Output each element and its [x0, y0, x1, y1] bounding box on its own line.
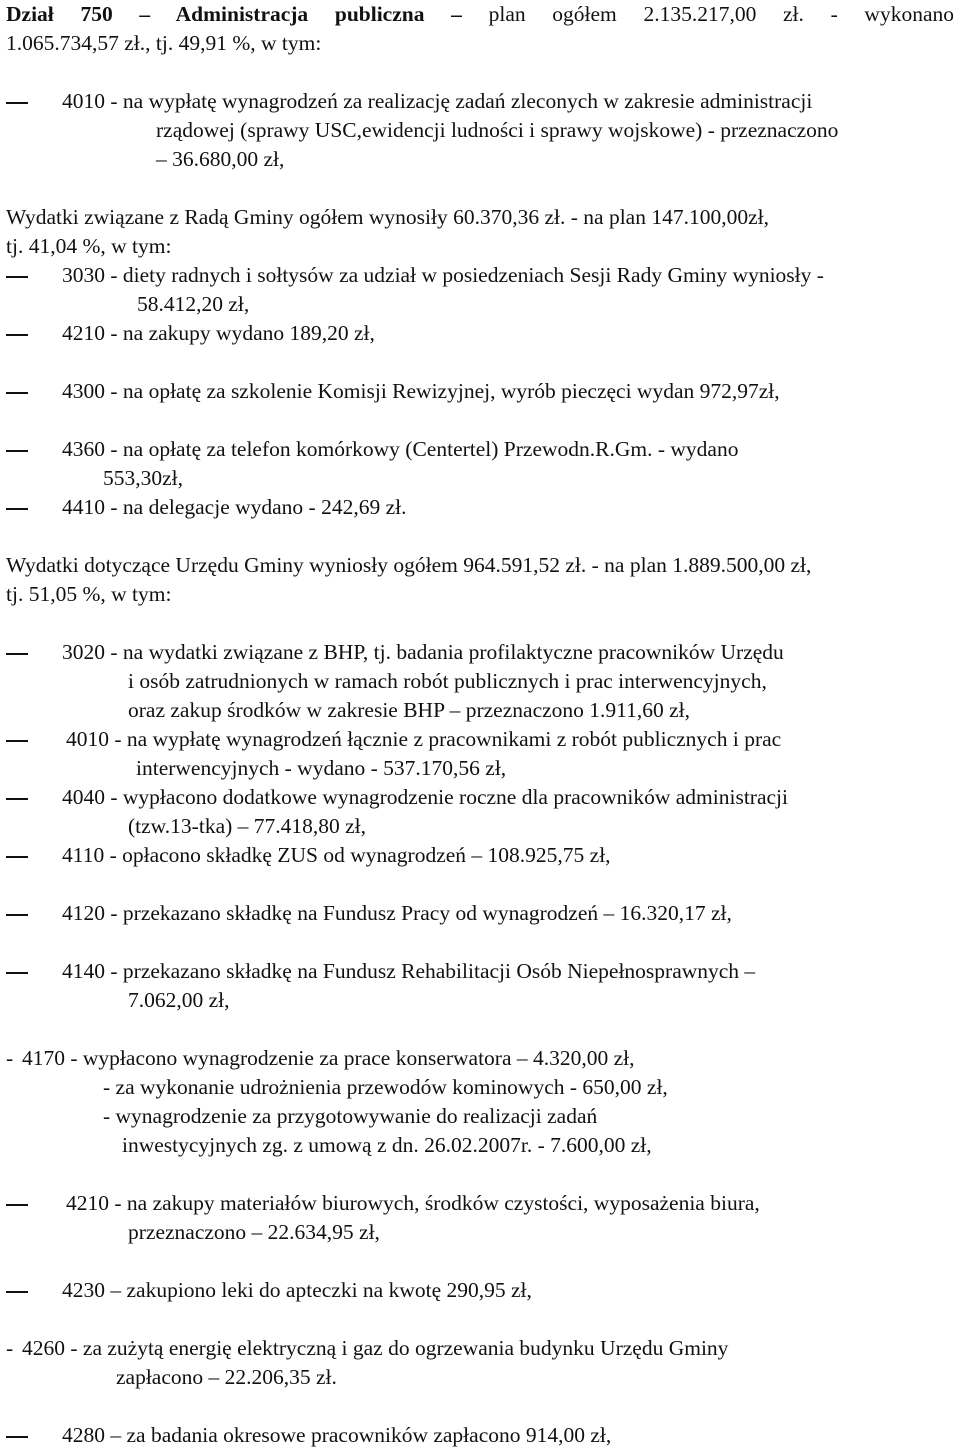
rada-item-3030-line2: 58.412,20 zł,	[137, 292, 250, 316]
urzad-item-dash	[6, 1189, 28, 1218]
urzad-item-4040-line1: 4040 - wypłacono dodatkowe wynagrodzenie roczne dla pracowników administracji	[62, 785, 788, 809]
urzad-item-4010-line1: 4010 - na wypłatę wynagrodzeń łącznie z pracownikami z robót publicznych i prac	[66, 727, 782, 751]
urzad-item-4010-line2: interwencyjnych - wydano - 537.170,56 zł,	[136, 756, 507, 780]
rada-item-4360-line2: 553,30zł,	[103, 466, 184, 490]
usc-line3: – 36.680,00 zł,	[156, 147, 285, 171]
usc-line2: rządowej (sprawy USC,ewidencji ludności i sprawy wojskowe) - przeznaczono	[156, 118, 839, 142]
urzad-item-dash	[6, 725, 28, 754]
urzad-item-dash	[6, 638, 28, 667]
urzad-summary-line2: tj. 51,05 %, w tym:	[6, 582, 172, 606]
urzad-item-4140-line1: 4140 - przekazano składkę na Fundusz Rehabilitacji Osób Niepełnosprawnych –	[62, 959, 756, 983]
rada-item-dash	[6, 493, 28, 522]
urzad-summary-line1: Wydatki dotyczące Urzędu Gminy wyniosły ogółem 964.591,52 zł. - na plan 1.889.500,00 zł,	[6, 553, 812, 577]
section-heading	[6, 0, 954, 29]
urzad-item-dash	[6, 899, 28, 928]
urzad-item-4280: 4280 – za badania okresowe pracowników zapłacono 914,00 zł,	[62, 1423, 612, 1447]
urzad-item-dash	[6, 783, 28, 812]
urzad-item-4260-line1: 4260 - za zużytą energię elektryczną i gaz do ogrzewania budynku Urzędu Gminy	[22, 1336, 729, 1360]
urzad-item-4170-line2: - za wykonanie udrożnienia przewodów kominowych - 650,00 zł,	[103, 1075, 668, 1099]
urzad-item-4210-line1: 4210 - na zakupy materiałów biurowych, środków czystości, wyposażenia biura,	[66, 1191, 760, 1215]
heading-line2: 1.065.734,57 zł., tj. 49,91 %, w tym:	[6, 31, 322, 55]
urzad-item-4170-line3: - wynagrodzenie za przygotowywanie do realizacji zadań	[103, 1104, 598, 1128]
urzad-item-3020-line1: 3020 - na wydatki związane z BHP, tj. badania profilaktyczne pracowników Urzędu	[62, 640, 784, 664]
urzad-item-4040-line2: (tzw.13-tka) – 77.418,80 zł,	[128, 814, 367, 838]
urzad-item-dash	[6, 957, 28, 986]
heading-plan: plan ogółem 2.135.217,00 zł. - wykonano	[488, 2, 954, 26]
rada-item-4300: 4300 - na opłatę za szkolenie Komisji Rewizyjnej, wyrób pieczęci wydan 972,97zł,	[62, 379, 780, 403]
urzad-item-4170-marker: -	[6, 1046, 14, 1070]
urzad-item-4230: 4230 – zakupiono leki do apteczki na kwotę 290,95 zł,	[62, 1278, 532, 1302]
urzad-item-4260-line2: zapłacono – 22.206,35 zł.	[116, 1365, 337, 1389]
rada-item-dash	[6, 377, 28, 406]
rada-item-dash	[6, 319, 28, 348]
urzad-item-3020-line3: oraz zakup środków w zakresie BHP – przeznaczono 1.911,60 zł,	[128, 698, 690, 722]
rada-item-dash	[6, 435, 28, 464]
urzad-item-4170-line1: 4170 - wypłacono wynagrodzenie za prace konserwatora – 4.320,00 zł,	[22, 1046, 635, 1070]
urzad-item-dash	[6, 1421, 28, 1450]
rada-summary-line1: Wydatki związane z Radą Gminy ogółem wynosiły 60.370,36 zł. - na plan 147.100,00zł,	[6, 205, 769, 229]
heading-title: Dział 750 – Administracja publiczna –	[6, 2, 462, 26]
urzad-item-4260-marker: -	[6, 1336, 14, 1360]
urzad-item-4210-line2: przeznaczono – 22.634,95 zł,	[128, 1220, 380, 1244]
urzad-item-4120: 4120 - przekazano składkę na Fundusz Pracy od wynagrodzeń – 16.320,17 zł,	[62, 901, 732, 925]
rada-item-4360-line1: 4360 - na opłatę za telefon komórkowy (Centertel) Przewodn.R.Gm. - wydano	[62, 437, 739, 461]
urzad-item-dash	[6, 1276, 28, 1305]
urzad-item-dash	[6, 841, 28, 870]
rada-item-4210: 4210 - na zakupy wydano 189,20 zł,	[62, 321, 375, 345]
urzad-item-4110: 4110 - opłacono składkę ZUS od wynagrodzeń – 108.925,75 zł,	[62, 843, 611, 867]
rada-summary-line2: tj. 41,04 %, w tym:	[6, 234, 172, 258]
usc-dash	[6, 87, 28, 116]
rada-item-dash	[6, 261, 28, 290]
urzad-item-3020-line2: i osób zatrudnionych w ramach robót publicznych i prac interwencyjnych,	[128, 669, 767, 693]
usc-line1: 4010 - na wypłatę wynagrodzeń za realizację zadań zleconych w zakresie administracji	[62, 89, 813, 113]
rada-item-4410: 4410 - na delegacje wydano - 242,69 zł.	[62, 495, 407, 519]
urzad-item-4170-line4: inwestycyjnych zg. z umową z dn. 26.02.2007r. - 7.600,00 zł,	[122, 1133, 652, 1157]
urzad-item-4140-line2: 7.062,00 zł,	[128, 988, 230, 1012]
rada-item-3030-line1: 3030 - diety radnych i sołtysów za udział w posiedzeniach Sesji Rady Gminy wyniosły -	[62, 263, 824, 287]
